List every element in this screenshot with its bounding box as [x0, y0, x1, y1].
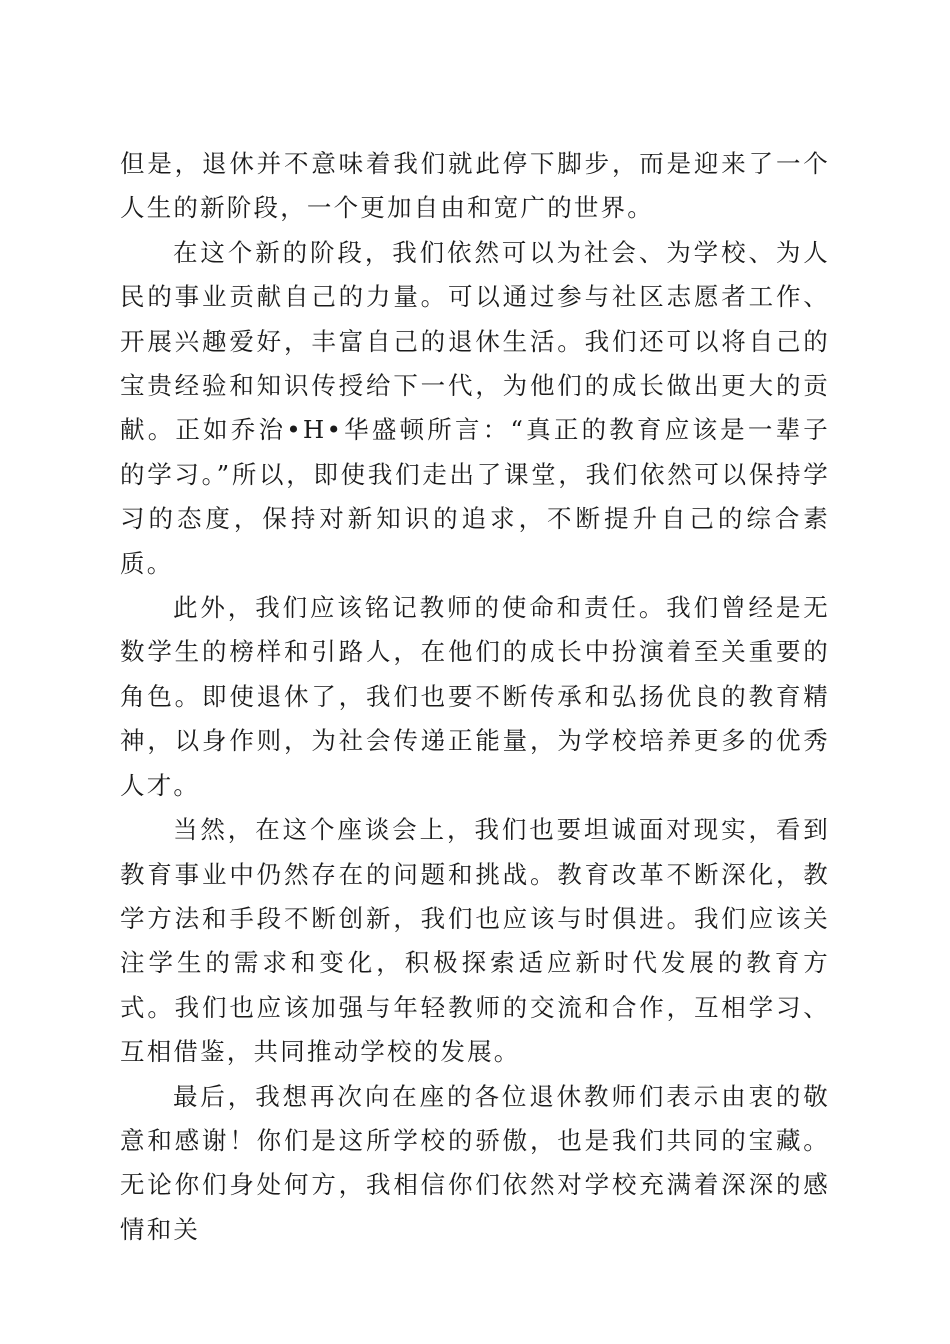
paragraph-2: 在这个新的阶段，我们依然可以为社会、为学校、为人民的事业贡献自己的力量。可以通过参与社区志愿者工作、开展兴趣爱好，丰富自己的退休生活。我们还可以将自己的宝贵经验和知识传授给下一代，为他们的成长做出更大的贡献。正如乔治•H•华盛顿所言：“真正的教育应该是一辈子的学习。”所以，即使我们走出了课堂，我们依然可以保持学习的态度，保持对新知识的追求，不断提升自己的综合素质。	[120, 237, 830, 578]
paragraph-1: 但是，退休并不意味着我们就此停下脚步，而是迎来了一个人生的新阶段，一个更加自由和宽广的世界。	[120, 149, 830, 223]
paragraph-5: 最后，我想再次向在座的各位退休教师们表示由衷的敬意和感谢！你们是这所学校的骄傲，也是我们共同的宝藏。无论你们身处何方，我相信你们依然对学校充满着深深的感情和关	[120, 1081, 830, 1244]
paragraph-3: 此外，我们应该铭记教师的使命和责任。我们曾经是无数学生的榜样和引路人，在他们的成长中扮演着至关重要的角色。即使退休了，我们也要不断传承和弘扬优良的教育精神，以身作则，为社会传递正能量，为学校培养更多的优秀人才。	[120, 593, 830, 800]
document-body	[120, 142, 830, 1252]
paragraph-4: 当然，在这个座谈会上，我们也要坦诚面对现实，看到教育事业中仍然存在的问题和挑战。教育改革不断深化，教学方法和手段不断创新，我们也应该与时俱进。我们应该关注学生的需求和变化，积极探索适应新时代发展的教育方式。我们也应该加强与年轻教师的交流和合作，互相学习、互相借鉴，共同推动学校的发展。	[120, 815, 830, 1067]
